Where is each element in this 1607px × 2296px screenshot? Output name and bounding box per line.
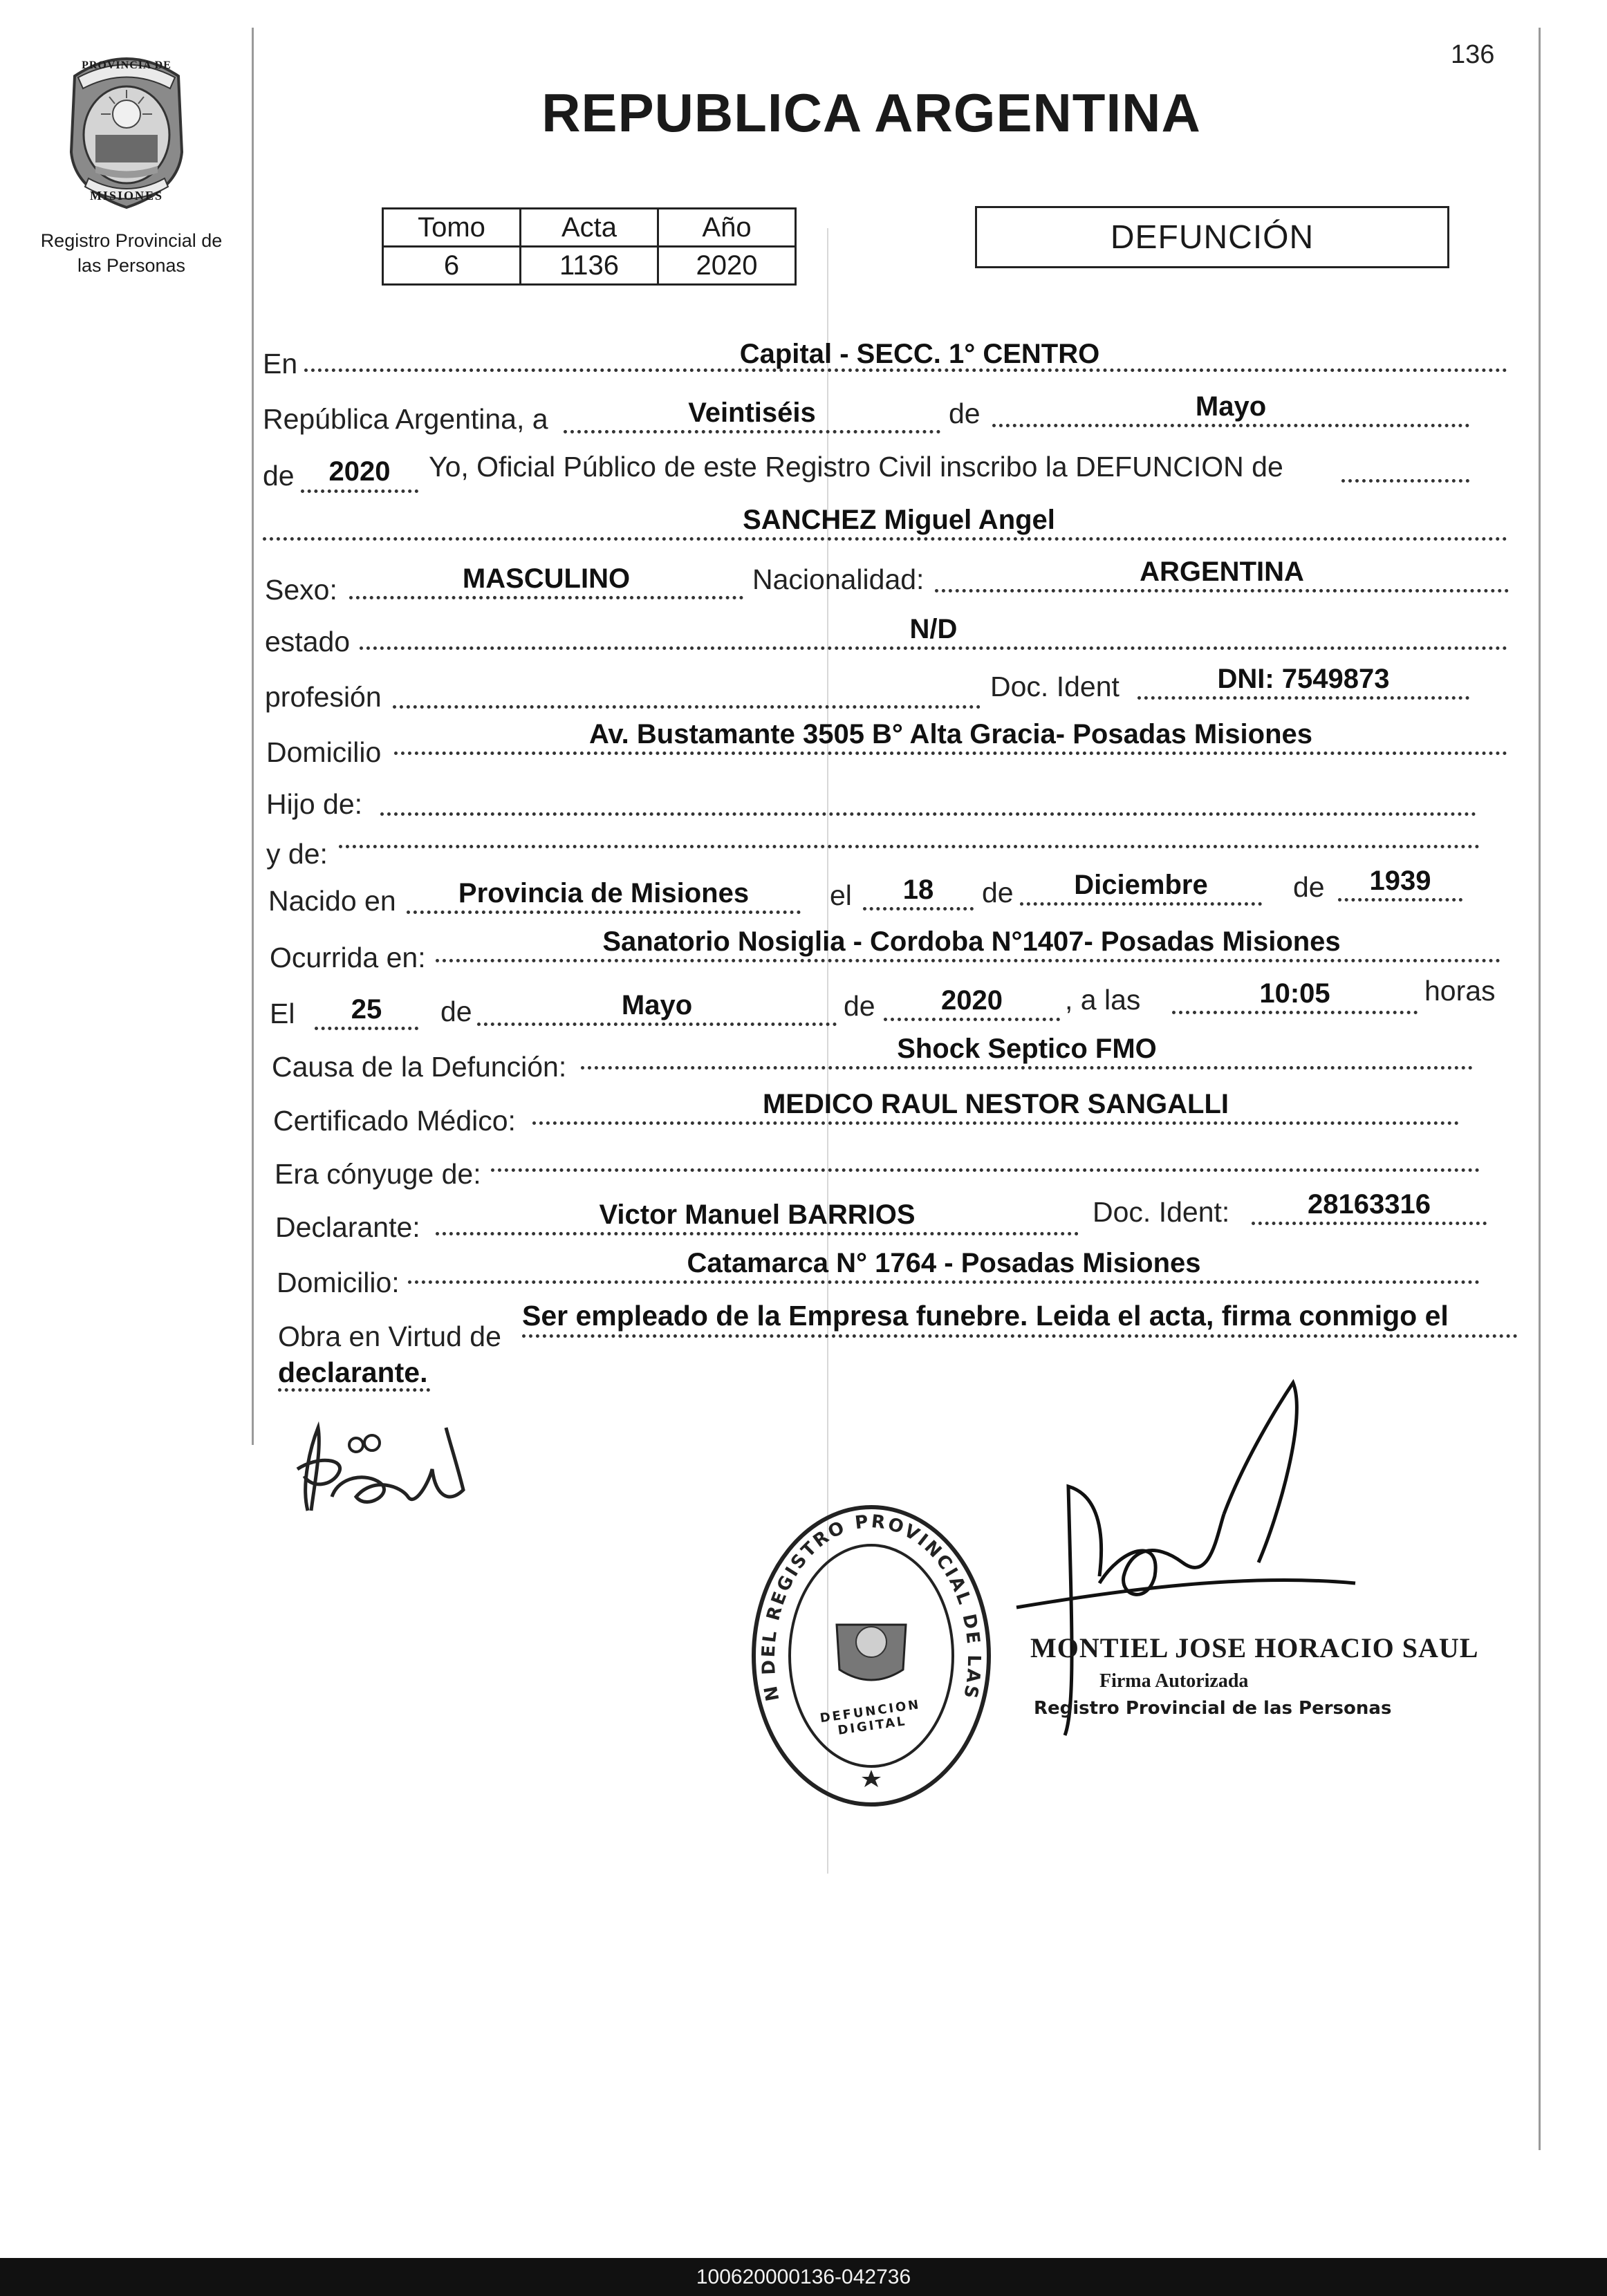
oficial-underline [1341,479,1469,483]
el-label: el [830,879,852,911]
death-year-underline [884,1018,1060,1021]
de-label-5: de [440,996,472,1027]
registry-name [21,228,242,278]
signatory-office: Registro Provincial de las Personas [1034,1698,1392,1719]
birth-month-value: Diciembre [1074,870,1208,900]
record-header-tomo: Tomo [383,209,521,247]
de-label-3: de [982,877,1014,908]
causa-underline [581,1066,1473,1070]
declarante-doc-label: Doc. Ident: [1093,1196,1230,1228]
day-written-value: Veintiséis [688,398,816,428]
hijo-underline [380,812,1476,816]
horas-label: horas [1424,975,1496,1007]
a-las-label: , a las [1065,984,1141,1016]
ocurrida-underline [436,959,1501,962]
estado-underline [360,646,1507,650]
en-label: En [263,348,298,380]
obra-underline-1 [522,1334,1518,1338]
death-time-value: 10:05 [1259,978,1330,1009]
death-month-underline [477,1023,837,1026]
domicilio-underline [394,752,1507,755]
record-value-tomo: 6 [383,247,521,285]
record-value-ano: 2020 [658,247,796,285]
registry-name-line1: Registro Provincial de [40,230,223,251]
nacionalidad-underline [935,589,1509,592]
death-day-underline [315,1027,418,1030]
nacionalidad-value: ARGENTINA [1140,557,1304,587]
emblem-text-top: PROVINCIA DE [82,59,171,71]
estado-label: estado [265,626,351,657]
sexo-underline [349,596,743,599]
record-table [382,207,797,286]
declarante-doc-value: 28163316 [1308,1189,1431,1220]
oficial-text: Yo, Oficial Público de este Registro Civil inscribo la DEFUNCION de [429,451,1283,483]
signatory-name: MONTIEL JOSE HORACIO SAUL [1030,1632,1479,1663]
domicilio2-label: Domicilio: [277,1267,400,1298]
page-number: 136 [1451,40,1495,69]
birth-year-value: 1939 [1369,866,1431,896]
ocurrida-label: Ocurrida en: [270,942,426,973]
y-de-label: y de: [266,838,328,870]
conyuge-underline [491,1168,1480,1172]
seal-icon [740,1493,1003,1811]
ocurrida-value: Sanatorio Nosiglia - Cordoba N°1407- Posadas Misiones [602,926,1341,957]
doc-ident-value: DNI: 7549873 [1217,664,1390,694]
profesion-underline [393,705,981,709]
de-label-1: de [949,398,981,429]
record-header-acta: Acta [521,209,658,247]
obra-underline-2 [278,1388,430,1392]
nacido-underline [407,911,801,914]
official-seal [740,1493,1003,1811]
domicilio-label: Domicilio [266,736,382,768]
declarante-value: Victor Manuel BARRIOS [599,1200,916,1230]
record-header-ano: Año [658,209,796,247]
declarante-underline [436,1232,1079,1235]
estado-value: N/D [909,614,958,644]
hijo-label: Hijo de: [266,788,363,820]
nacido-label: Nacido en [268,885,396,917]
de-label-6: de [844,990,875,1022]
sexo-label: Sexo: [265,574,337,606]
month-value: Mayo [1195,391,1267,422]
registry-name-line2: las Personas [77,255,186,276]
nacido-value: Provincia de Misiones [458,878,750,908]
death-year-value: 2020 [941,985,1003,1016]
domicilio2-underline [408,1280,1480,1284]
signatory-role: Firma Autorizada [1099,1670,1249,1692]
year-underline [301,489,418,493]
nacionalidad-label: Nacionalidad: [752,563,925,595]
death-day-value: 25 [351,994,382,1025]
deceased-name-underline [263,537,1507,541]
certificado-label: Certificado Médico: [273,1105,516,1137]
year-value: 2020 [328,456,391,487]
certificado-value: MEDICO RAUL NESTOR SANGALLI [762,1089,1229,1119]
sexo-value: MASCULINO [462,563,631,594]
record-table-header-row [383,209,796,247]
province-emblem [61,48,192,214]
declarante-doc-underline [1252,1222,1487,1225]
death-time-underline [1172,1011,1418,1014]
domicilio2-value: Catamarca N° 1764 - Posadas Misiones [687,1248,1201,1278]
obra-label: Obra en Virtud de [278,1320,501,1352]
declarante-label: Declarante: [275,1211,420,1243]
month-underline [992,424,1469,427]
republica-label: República Argentina, a [263,403,548,435]
birth-day-underline [863,907,974,911]
death-month-value: Mayo [621,990,693,1020]
profesion-label: profesión [265,681,382,713]
birth-month-underline [1020,902,1262,906]
obra-value-line2: declarante. [278,1356,428,1388]
seal-inner-text: DEFUNCION DIGITAL [819,1697,922,1738]
y-de-underline [339,845,1480,848]
deceased-name: SANCHEZ Miguel Angel [743,505,1055,535]
doc-ident-label: Doc. Ident [990,671,1120,702]
obra-value-line1: Ser empleado de la Empresa funebre. Leida el acta, firma conmigo el [522,1300,1449,1332]
country-title: REPUBLICA ARGENTINA [541,82,1201,143]
domicilio-value: Av. Bustamante 3505 B° Alta Gracia- Posadas Misiones [588,719,1312,749]
emblem-text-bottom: MISIONES [89,189,164,203]
de-label-2: de [263,460,295,492]
certificado-underline [532,1121,1459,1125]
conyuge-label: Era cónyuge de: [275,1158,481,1190]
declarant-signature [290,1407,470,1518]
de-label-4: de [1293,871,1325,903]
doc-ident-underline [1137,696,1469,700]
causa-value: Shock Septico FMO [897,1034,1157,1064]
record-type: DEFUNCIÓN [975,206,1449,268]
right-margin-line [1539,28,1541,2150]
place-value: Capital - SECC. 1° CENTRO [739,339,1100,369]
footer-barcode-number: 100620000136-042736 [0,2258,1607,2296]
left-margin-line [252,28,254,1445]
el-label-2: El [270,998,295,1029]
record-value-acta: 1136 [521,247,658,285]
seal-ring-text: N DEL REGISTRO PROVINCIAL DE LAS [758,1511,985,1703]
place-underline [304,368,1507,372]
day-written-underline [564,430,940,433]
birth-year-underline [1338,898,1462,902]
birth-day-value: 18 [902,875,934,905]
causa-label: Causa de la Defunción: [272,1051,567,1083]
record-table-value-row [383,247,796,285]
